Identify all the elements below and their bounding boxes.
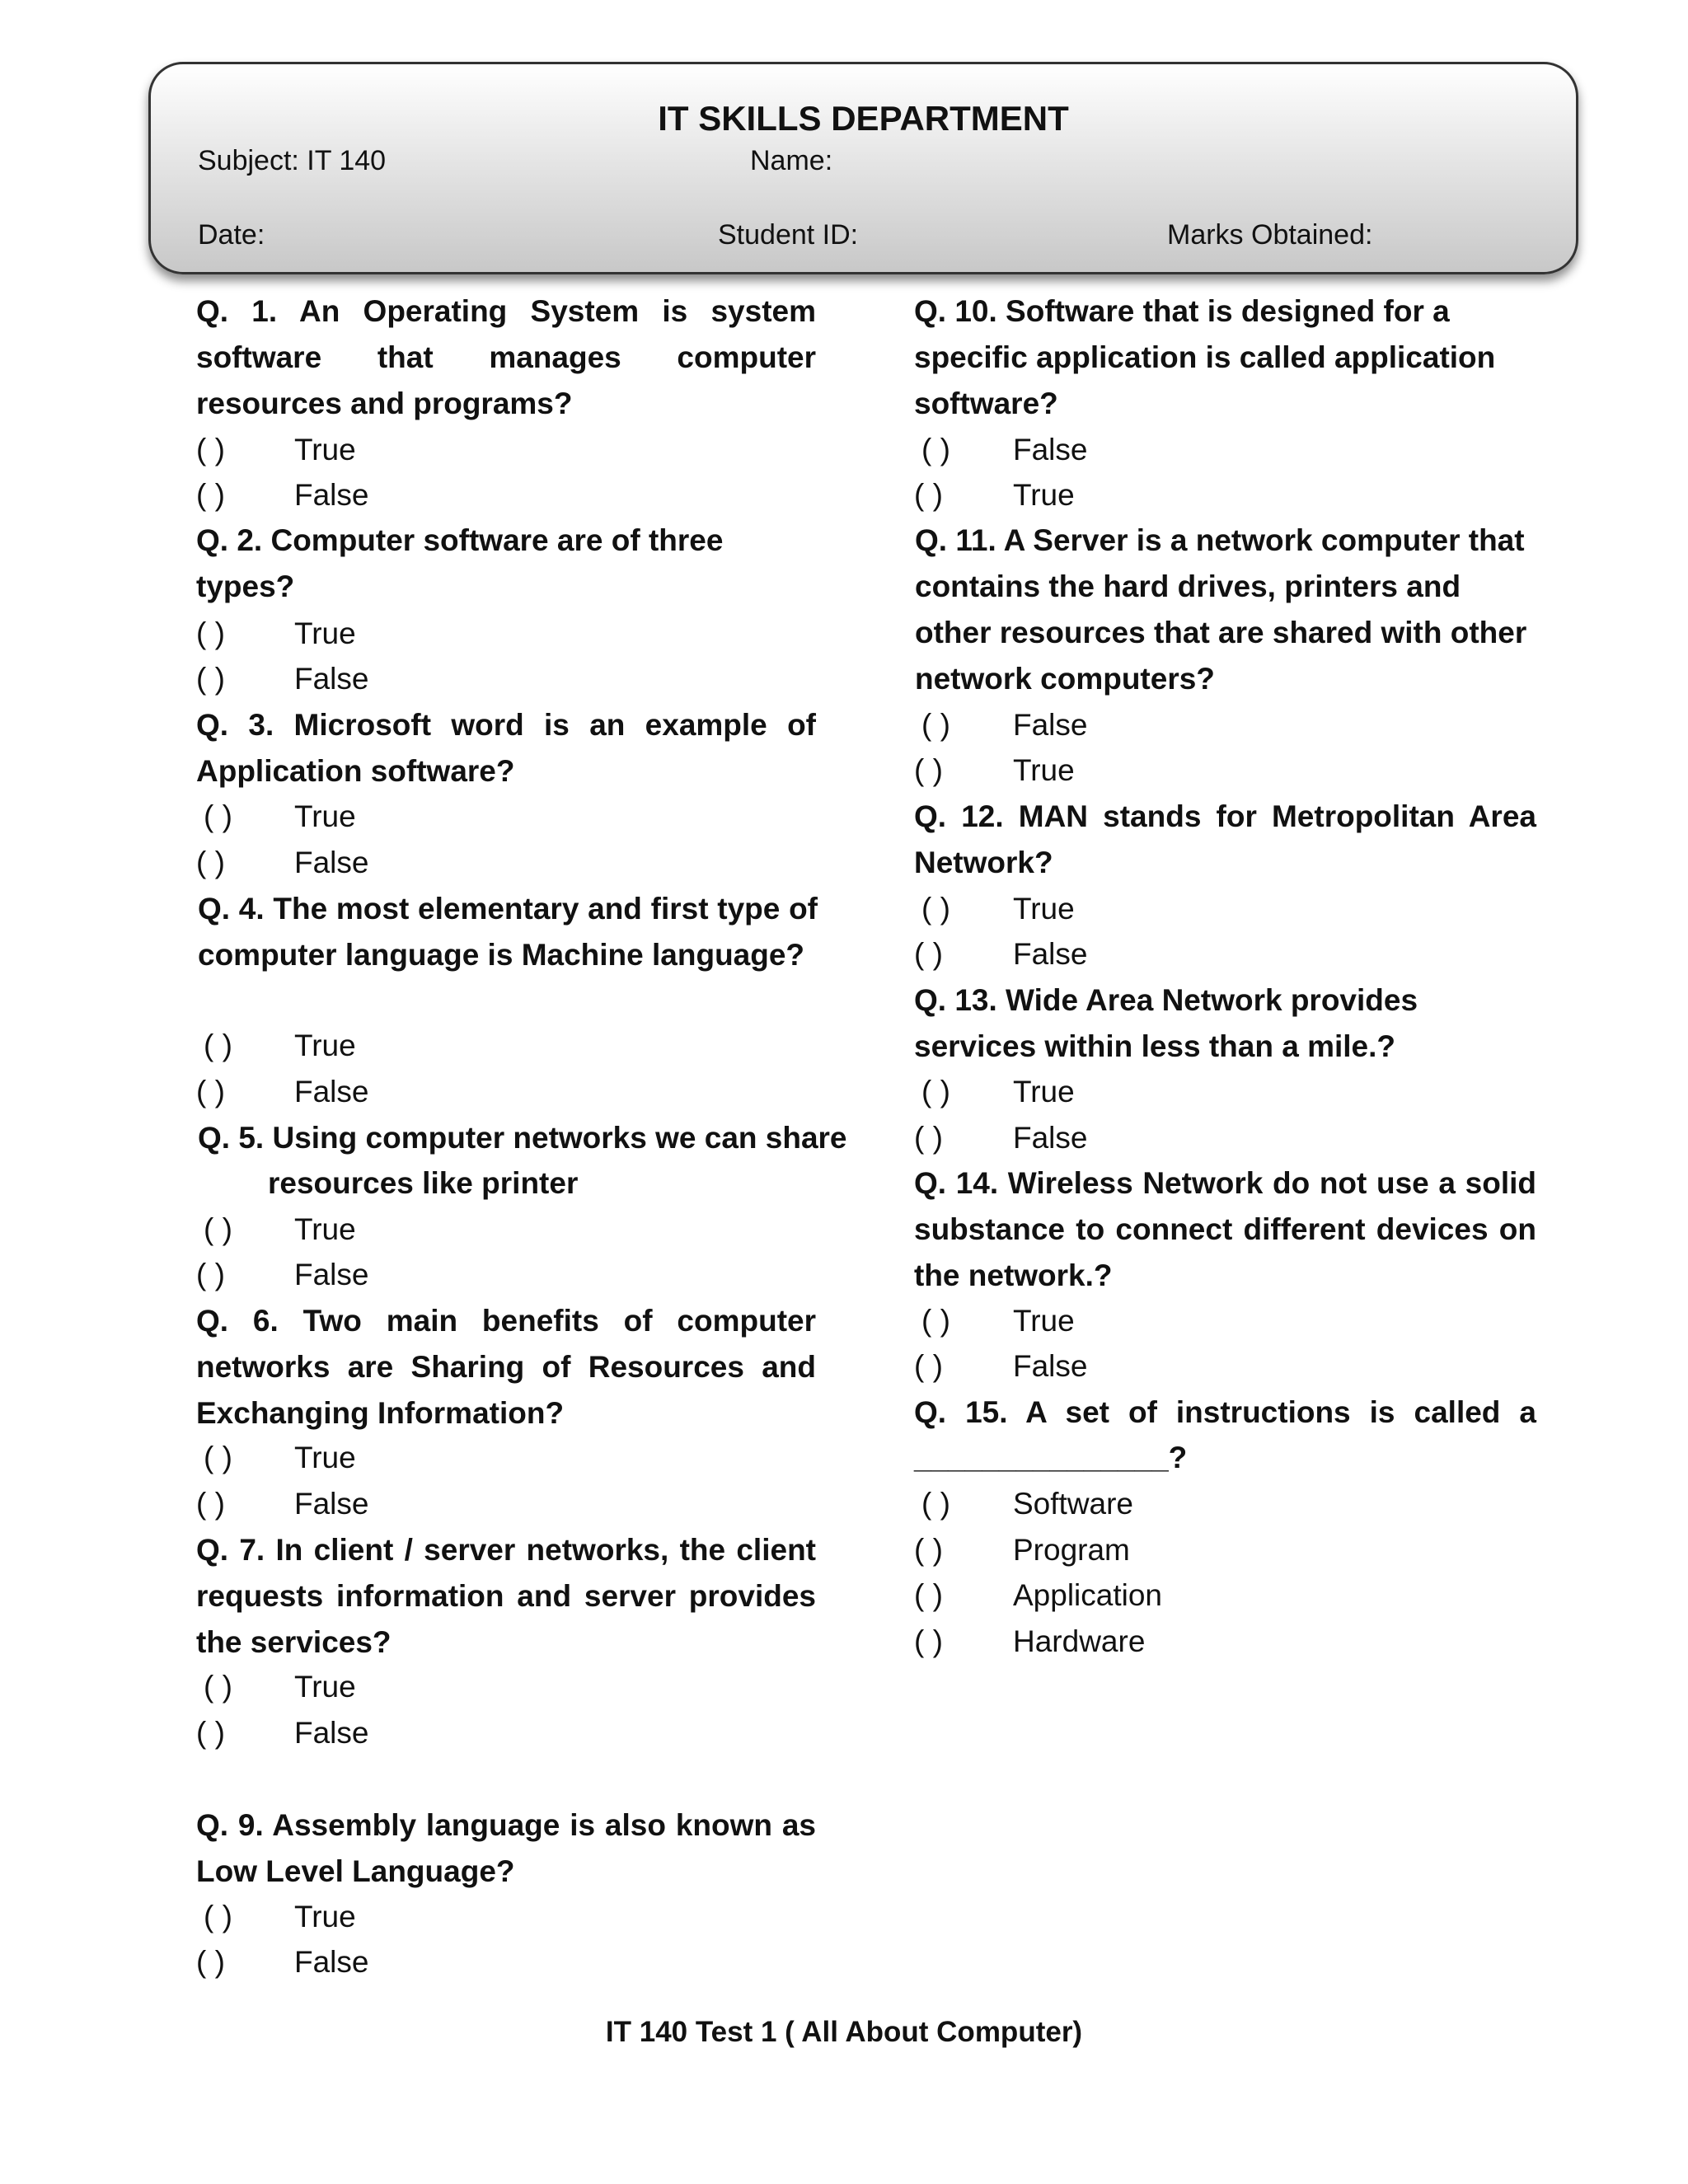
answer-checkbox[interactable]: ( ) (914, 937, 943, 971)
answer-checkbox[interactable]: ( ) (921, 433, 950, 466)
answer-checkbox[interactable]: ( ) (914, 1121, 943, 1155)
question-9: Q. 9. Assembly language is also known as Low Level Language? (196, 1808, 816, 1888)
question-2: Q. 2. Computer software are of three types? (196, 523, 724, 603)
answer-checkbox[interactable]: ( ) (914, 1533, 943, 1567)
option-label: False (294, 1945, 369, 1979)
answer-checkbox[interactable]: ( ) (914, 1578, 943, 1612)
option-label: False (294, 478, 369, 512)
option-label: True (1013, 478, 1075, 512)
option-label: Program (1013, 1533, 1130, 1567)
option-label: True (1013, 753, 1075, 787)
option-label: True (294, 1900, 356, 1933)
answer-checkbox[interactable]: ( ) (914, 1349, 943, 1383)
option-label: False (1013, 708, 1088, 742)
answer-checkbox[interactable]: ( ) (196, 433, 225, 466)
answer-checkbox[interactable]: ( ) (196, 478, 225, 512)
option-label: Application (1013, 1578, 1163, 1612)
question-4: Q. 4. The most elementary and first type of computer language is Machine language? (198, 892, 818, 972)
option-label: False (294, 1487, 369, 1521)
option-label: True (294, 1441, 356, 1474)
student-id-label: Student ID: (718, 219, 859, 251)
answer-checkbox[interactable]: ( ) (921, 708, 950, 742)
answer-checkbox[interactable]: ( ) (204, 1670, 232, 1704)
option-label: Software (1013, 1487, 1134, 1521)
answer-checkbox[interactable]: ( ) (204, 799, 232, 833)
option-label: True (294, 1670, 356, 1704)
option-label: False (294, 1258, 369, 1291)
marks-label: Marks Obtained: (1167, 219, 1373, 251)
question-11: Q. 11. A Server is a network computer that contains the hard drives, printers and other resources that are shared with other network computers? (915, 523, 1527, 696)
answer-checkbox[interactable]: ( ) (204, 1900, 232, 1933)
option-label: Hardware (1013, 1624, 1146, 1658)
question-13: Q. 13. Wide Area Network provides services within less than a mile.? (914, 983, 1418, 1063)
answer-checkbox[interactable]: ( ) (204, 1212, 232, 1246)
question-15-line-1: Q. 15. A set of instructions is called a (914, 1395, 1536, 1429)
option-label: True (294, 433, 356, 466)
option-label: True (294, 1212, 356, 1246)
option-label: False (294, 1716, 369, 1750)
name-label: Name: (750, 145, 833, 176)
answer-checkbox[interactable]: ( ) (196, 662, 225, 696)
answer-checkbox[interactable]: ( ) (921, 1304, 950, 1338)
option-label: False (294, 662, 369, 696)
answer-checkbox[interactable]: ( ) (914, 1624, 943, 1658)
option-label: True (294, 799, 356, 833)
question-10: Q. 10. Software that is designed for a specific application is called application software? (914, 294, 1496, 420)
option-label: False (1013, 1349, 1088, 1383)
option-label: True (1013, 1304, 1075, 1338)
question-14: Q. 14. Wireless Network do not use a solid substance to connect different devices on the network.? (914, 1166, 1536, 1292)
answer-checkbox[interactable]: ( ) (914, 753, 943, 787)
question-15-blank: _______________? (914, 1441, 1188, 1474)
question-7: Q. 7. In client / server networks, the client requests information and server provides the services? (196, 1533, 816, 1659)
subject-label: Subject: IT 140 (198, 145, 387, 176)
answer-checkbox[interactable]: ( ) (921, 1487, 950, 1521)
option-label: False (1013, 433, 1088, 466)
footer-title: IT 140 Test 1 ( All About Computer) (605, 2016, 1083, 2048)
header-box (148, 62, 1578, 274)
answer-checkbox[interactable]: ( ) (204, 1441, 232, 1474)
question-12: Q. 12. MAN stands for Metropolitan Area Network? (914, 799, 1536, 879)
answer-checkbox[interactable]: ( ) (196, 1945, 225, 1979)
answer-checkbox[interactable]: ( ) (921, 1075, 950, 1108)
option-label: True (1013, 892, 1075, 926)
option-label: False (294, 1075, 369, 1108)
answer-checkbox[interactable]: ( ) (196, 1487, 225, 1521)
option-label: False (294, 846, 369, 879)
answer-checkbox[interactable]: ( ) (204, 1029, 232, 1062)
answer-checkbox[interactable]: ( ) (914, 478, 943, 512)
option-label: True (1013, 1075, 1075, 1108)
answer-checkbox[interactable]: ( ) (196, 1258, 225, 1291)
question-6: Q. 6. Two main benefits of computer networks are Sharing of Resources and Exchanging Information? (196, 1304, 816, 1430)
date-label: Date: (198, 219, 265, 251)
answer-checkbox[interactable]: ( ) (196, 1716, 225, 1750)
answer-checkbox[interactable]: ( ) (196, 616, 225, 650)
answer-checkbox[interactable]: ( ) (196, 1075, 225, 1108)
answer-checkbox[interactable]: ( ) (196, 846, 225, 879)
option-label: True (294, 1029, 356, 1062)
option-label: False (1013, 937, 1088, 971)
question-1: Q. 1. An Operating System is system software that manages computer resources and programs? (196, 294, 816, 420)
question-5-line-1: Q. 5. Using computer networks we can share (198, 1121, 847, 1155)
question-3: Q. 3. Microsoft word is an example of Application software? (196, 708, 816, 788)
question-5-line-2: resources like printer (268, 1166, 579, 1200)
department-title: IT SKILLS DEPARTMENT (658, 99, 1069, 138)
option-label: False (1013, 1121, 1088, 1155)
option-label: True (294, 616, 356, 650)
answer-checkbox[interactable]: ( ) (921, 892, 950, 926)
